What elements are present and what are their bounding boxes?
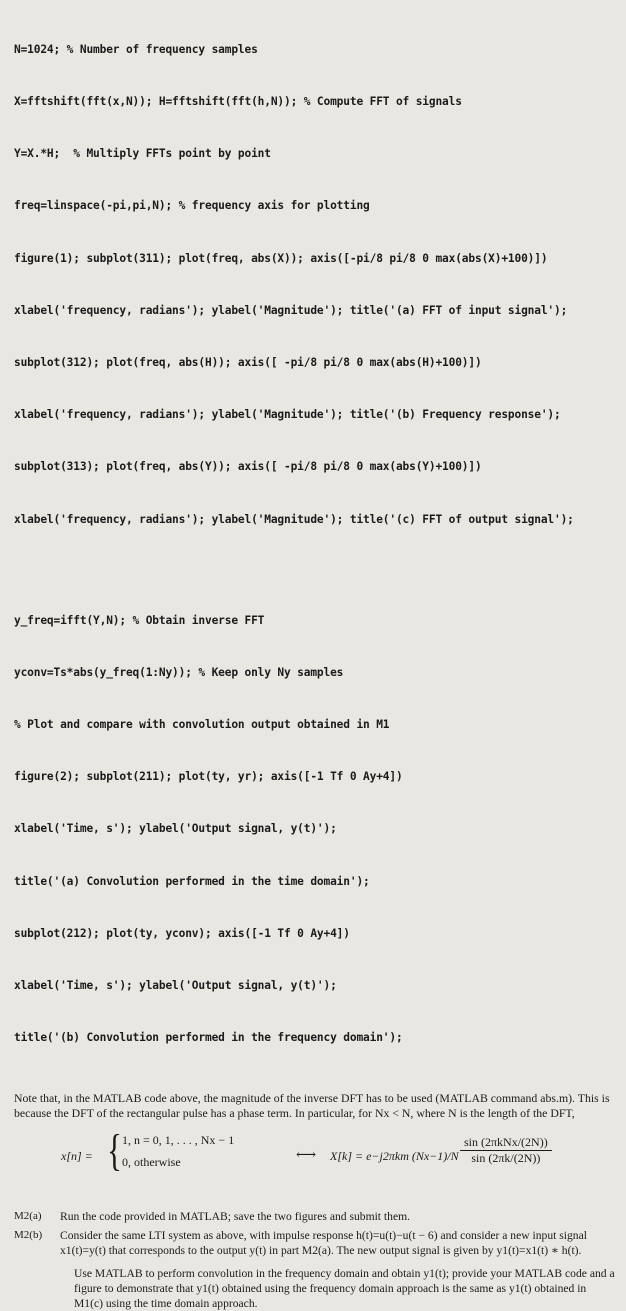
- code-line: title('(b) Convolution performed in the frequency domain');: [14, 1031, 403, 1045]
- code-line: xlabel('Time, s'); ylabel('Output signal, y(t)');: [14, 979, 337, 993]
- task-item: [14, 1209, 616, 1224]
- note-text: Note that, in the MATLAB code above, the magnitude of the inverse DFT has to be used (MATLAB command abs.m). This is because the DFT of the rectangular pulse has a phase term. In particular, for Nx < N, where N is the length of the DFT,: [14, 1091, 610, 1121]
- left-brace-icon: {: [107, 1126, 122, 1176]
- equation-case-2: 0, otherwise: [122, 1155, 181, 1170]
- code-line: xlabel('frequency, radians'); ylabel('Magnitude'); title('(a) FFT of input signal');: [14, 303, 568, 317]
- code-line: subplot(312); plot(freq, abs(H)); axis([ -pi/8 pi/8 0 max(abs(H)+100)]): [14, 356, 482, 370]
- fraction-denominator: sin (2πk/(2N)): [471, 1151, 541, 1166]
- code-line: y_freq=ifft(Y,N); % Obtain inverse FFT: [14, 613, 265, 627]
- code-line: figure(2); subplot(211); plot(ty, yr); axis([-1 Tf 0 Ay+4]): [14, 770, 403, 784]
- matlab-code-block-1: [14, 6, 616, 563]
- matlab-code-block-2: [14, 577, 616, 1082]
- code-line: N=1024; % Number of frequency samples: [14, 42, 258, 56]
- code-line: figure(1); subplot(311); plot(freq, abs(X)); axis([-pi/8 pi/8 0 max(abs(X)+100)]): [14, 251, 548, 265]
- equation-fraction: [460, 1135, 552, 1166]
- code-line: yconv=Ts*abs(y_freq(1:Ny)); % Keep only Ny samples: [14, 665, 344, 679]
- dft-equation: [14, 1126, 616, 1191]
- code-line: subplot(313); plot(freq, abs(Y)); axis([ -pi/8 pi/8 0 max(abs(Y)+100)]): [14, 460, 482, 474]
- task-label: M2(a): [14, 1210, 42, 1223]
- code-line: title('(a) Convolution performed in the time domain');: [14, 874, 370, 888]
- extra-instructions: Use MATLAB to perform convolution in the frequency domain and obtain y1(t); provide your MATLAB code and a figure to demonstrate that y1(t) obtained using the frequency domain approach is the same as y1(t) obtained in M1(c) using the time domain approach.: [74, 1267, 615, 1311]
- code-line: xlabel('Time, s'); ylabel('Output signal, y(t)');: [14, 822, 337, 836]
- equation-rhs: X[k] = e−j2πkm (Nx−1)/N: [330, 1149, 459, 1164]
- task-text: Run the code provided in MATLAB; save the two figures and submit them.: [60, 1210, 411, 1224]
- code-line: X=fftshift(fft(x,N)); H=fftshift(fft(h,N)); % Compute FFT of signals: [14, 95, 462, 109]
- equation-arrow: ⟷: [296, 1148, 317, 1164]
- code-line: xlabel('frequency, radians'); ylabel('Magnitude'); title('(c) FFT of output signal');: [14, 512, 574, 526]
- note-paragraph: [14, 1091, 616, 1121]
- code-line: % Plot and compare with convolution output obtained in M1: [14, 718, 390, 732]
- equation-case-1: 1, n = 0, 1, . . . , Nx − 1: [122, 1133, 235, 1148]
- code-line: xlabel('frequency, radians'); ylabel('Magnitude'); title('(b) Frequency response');: [14, 408, 561, 422]
- task-text: Consider the same LTI system as above, with impulse response h(t)=u(t)−u(t − 6) and consider a new input signal x1(t)=y(t) that corresponds to the output y(t) in part M2(a). The new output signal is given by y1(t)=x1(t) ∗ h(t).: [60, 1229, 587, 1258]
- code-line: Y=X.*H; % Multiply FFTs point by point: [14, 147, 271, 161]
- code-line: subplot(212); plot(ty, yconv); axis([-1 Tf 0 Ay+4]): [14, 926, 350, 940]
- task-label: M2(b): [14, 1229, 43, 1242]
- task-list: [14, 1209, 616, 1311]
- fraction-numerator: sin (2πkNx/(2N)): [460, 1135, 552, 1151]
- task-item: [14, 1228, 616, 1258]
- code-line: freq=linspace(-pi,pi,N); % frequency axis for plotting: [14, 199, 370, 213]
- equation-lhs: x[n] =: [61, 1149, 93, 1164]
